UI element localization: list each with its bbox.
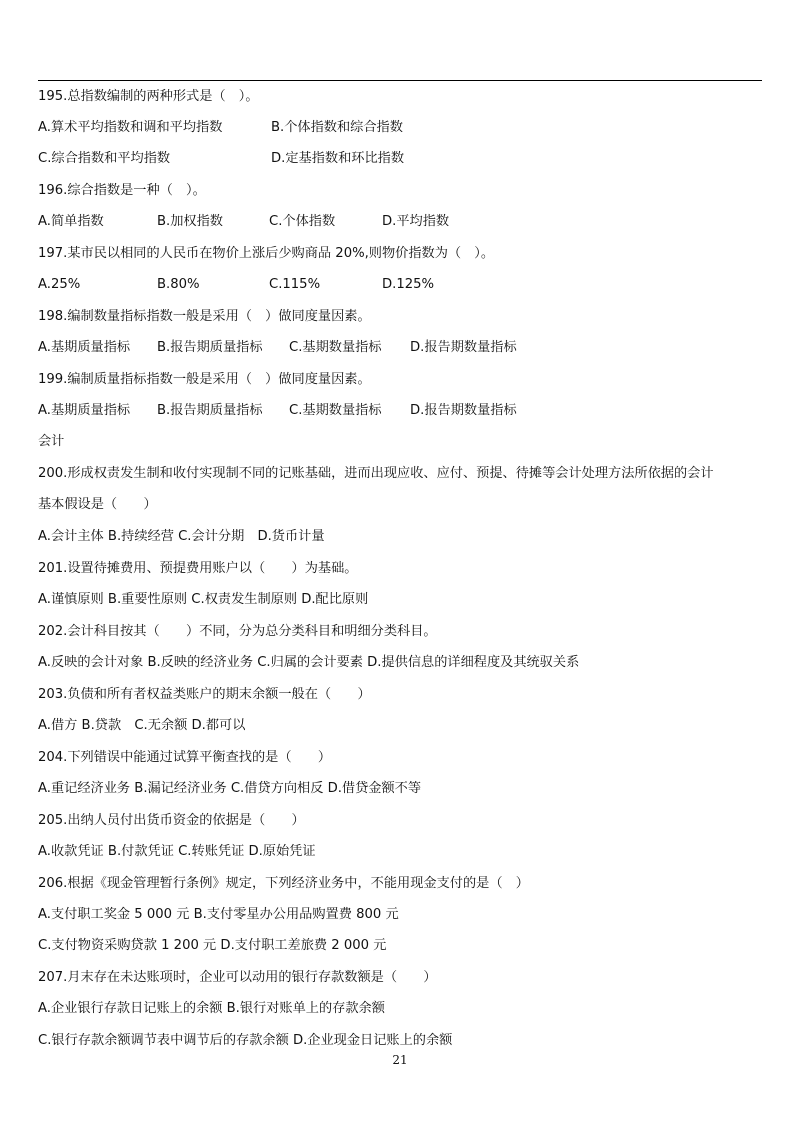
- question-204-options: A.重记经济业务 B.漏记经济业务 C.借贷方向相反 D.借贷金额不等: [38, 781, 422, 796]
- question-196-option-d: D.平均指数: [382, 214, 450, 229]
- question-199-option-d: D.报告期数量指标: [410, 403, 517, 418]
- question-197-option-d: D.125%: [382, 277, 435, 292]
- page-number: 21: [392, 1053, 408, 1067]
- question-199-stem: 199.编制质量指标指数一般是采用（ ）做同度量因素。: [38, 372, 371, 387]
- question-199-option-a: A.基期质量指标: [38, 403, 131, 418]
- question-201-options: A.谨慎原则 B.重要性原则 C.权责发生制原则 D.配比原则: [38, 592, 369, 607]
- question-198-option-b: B.报告期质量指标: [157, 340, 263, 355]
- question-197-option-a: A.25%: [38, 277, 81, 292]
- question-196-option-b: B.加权指数: [157, 214, 223, 229]
- question-204-stem: 204.下列错误中能通过试算平衡查找的是（ ）: [38, 750, 332, 765]
- question-199-option-c: C.基期数量指标: [289, 403, 382, 418]
- question-196-option-a: A.简单指数: [38, 214, 104, 229]
- question-200-stem: 200.形成权责发生制和收付实现制不同的记账基础，进而出现应收、应付、预提、待摊等会计处理方法所依据的会计: [38, 466, 714, 481]
- question-197-option-b: B.80%: [157, 277, 200, 292]
- question-207-options-line-1: A.企业银行存款日记账上的余额 B.银行对账单上的存款余额: [38, 1001, 385, 1016]
- question-207-stem: 207.月末存在未达账项时，企业可以动用的银行存款数额是（ ）: [38, 970, 437, 985]
- question-206-options-line-2: C.支付物资采购贷款 1 200 元 D.支付职工差旅费 2 000 元: [38, 938, 387, 953]
- question-203-options: A.借方 B.贷款 C.无余额 D.都可以: [38, 718, 246, 733]
- question-198-option-c: C.基期数量指标: [289, 340, 382, 355]
- question-195-option-a: A.算术平均指数和调和平均指数: [38, 120, 223, 135]
- question-207-options-line-2: C.银行存款余额调节表中调节后的存款余额 D.企业现金日记账上的余额: [38, 1033, 453, 1048]
- question-206-options-line-1: A.支付职工奖金 5 000 元 B.支付零星办公用品购置费 800 元: [38, 907, 399, 922]
- question-197-option-c: C.115%: [269, 277, 321, 292]
- question-202-options: A.反映的会计对象 B.反映的经济业务 C.归属的会计要素 D.提供信息的详细程度及其统驭关系: [38, 655, 580, 670]
- question-195-option-c: C.综合指数和平均指数: [38, 151, 171, 166]
- question-201-stem: 201.设置待摊费用、预提费用账户以（ ）为基础。: [38, 561, 358, 576]
- question-198-option-a: A.基期质量指标: [38, 340, 131, 355]
- question-206-stem: 206.根据《现金管理暂行条例》规定，下列经济业务中，不能用现金支付的是（ ）: [38, 876, 529, 891]
- question-198-stem: 198.编制数量指标指数一般是采用（ ）做同度量因素。: [38, 309, 371, 324]
- question-200-stem-continued: 基本假设是（ ）: [38, 497, 157, 512]
- header-rule: [38, 80, 762, 81]
- section-heading: 会计: [38, 434, 65, 449]
- question-200-options: A.会计主体 B.持续经营 C.会计分期 D.货币计量: [38, 529, 325, 544]
- question-199-option-b: B.报告期质量指标: [157, 403, 263, 418]
- question-195-option-d: D.定基指数和环比指数: [271, 151, 405, 166]
- question-198-option-d: D.报告期数量指标: [410, 340, 517, 355]
- question-195-option-b: B.个体指数和综合指数: [271, 120, 403, 135]
- question-205-stem: 205.出纳人员付出货币资金的依据是（ ）: [38, 813, 305, 828]
- question-203-stem: 203.负债和所有者权益类账户的期末余额一般在（ ）: [38, 687, 371, 702]
- question-202-stem: 202.会计科目按其（ ）不同，分为总分类科目和明细分类科目。: [38, 624, 437, 639]
- question-195-stem: 195.总指数编制的两种形式是（ ）。: [38, 89, 259, 104]
- question-197-stem: 197.某市民以相同的人民币在物价上涨后少购商品 20%,则物价指数为（ ）。: [38, 246, 495, 261]
- question-196-option-c: C.个体指数: [269, 214, 336, 229]
- question-205-options: A.收款凭证 B.付款凭证 C.转账凭证 D.原始凭证: [38, 844, 316, 859]
- question-196-stem: 196.综合指数是一种（ ）。: [38, 183, 206, 198]
